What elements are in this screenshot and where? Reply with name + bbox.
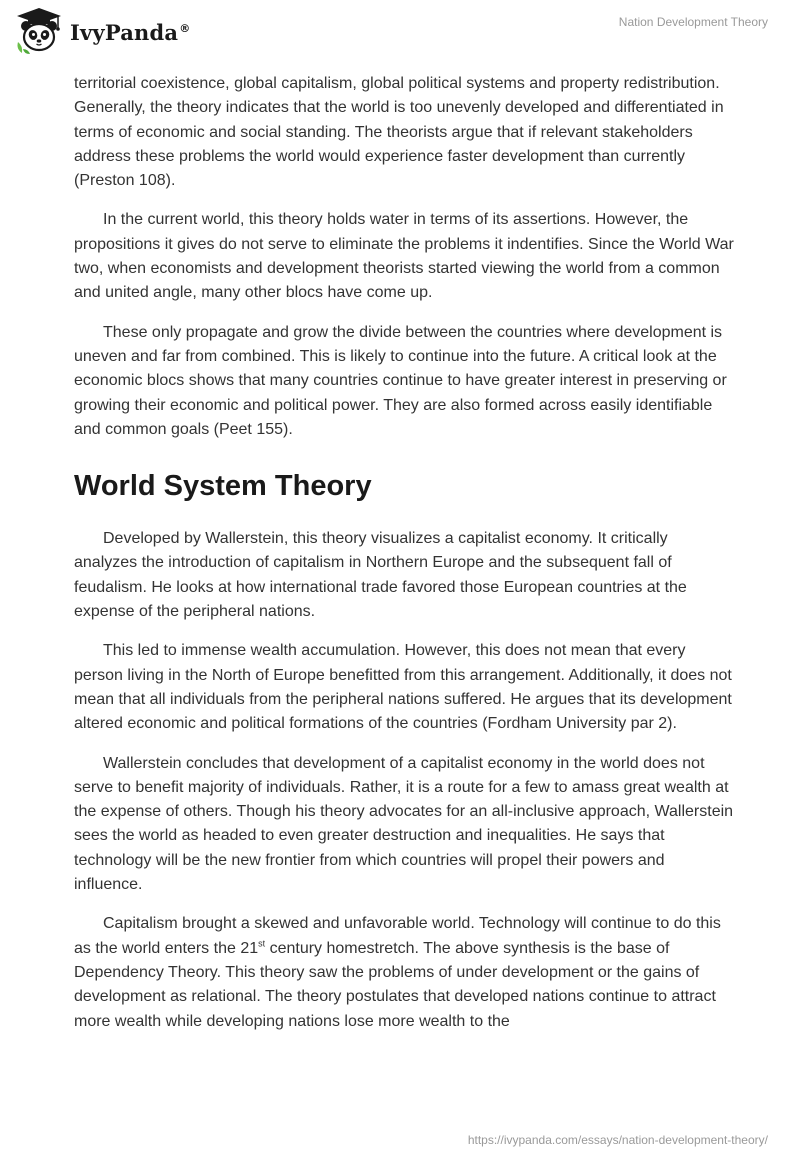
paragraph-4: Developed by Wallerstein, this theory visualizes a capitalist economy. It critically analyzes the introduction of capitalism in Northern Europe and the subsequent fall of feudalism. He looks at how international trade favored those European countries at the expense of the peripheral nations. — [74, 530, 687, 621]
paragraph-3: These only propagate and grow the divide between the countries where development is uneven and far from combined. This is likely to continue into the future. A critical look at the economic blocs shows that many countries continue to have greater interest in preserving or growing their economic and political power. They are also formed across easily identifiable and common goals (Peet 155). — [74, 323, 727, 438]
ivypanda-logo[interactable] — [14, 6, 190, 56]
page-header — [0, 0, 800, 70]
document-title: Nation Development Theory — [618, 15, 768, 29]
essay-body — [74, 72, 734, 1049]
brand-name: IvyPanda® — [70, 19, 191, 45]
paragraph-6: Wallerstein concludes that development of a capitalist economy in the world does not serve to benefit majority of individuals. Rather, it is a route for a few to amass great wealth at the expense of others. Though his theory advocates for an all-inclusive approach, Wallerstein sees the world as headed to even greater destruction and inequalities. He says that technology will be the new frontier from which countries will propel their powers and influence. — [74, 754, 734, 894]
paragraph-7 — [74, 912, 734, 1033]
paragraph-1: territorial coexistence, global capitalism, global political systems and property redistribution. Generally, the theory indicates that the world is too unevenly developed and differentiated in terms of economic and social standing. The theorists argue that if relevant stakeholders address these problems the world would experience faster development than currently (Preston 108). — [74, 75, 724, 190]
section-heading: World System Theory — [74, 470, 372, 503]
paragraph-5: This led to immense wealth accumulation. However, this does not mean that every person living in the North of Europe benefitted from this arrangement. Additionally, it does not mean that all individuals from the peripheral nations suffered. He argues that its development altered economic and political formations of the countries (Fordham University par 2). — [74, 642, 732, 733]
ordinal-suffix: st — [258, 938, 266, 949]
paragraph-7-part-2: century homestretch. The above synthesis is the base of Dependency Theory. This theory saw the problems of under development or the gains of development as relational. The theory postulates that developed nations continue to attract more wealth while developing nations lose more wealth to the — [74, 939, 716, 1030]
source-url[interactable]: https://ivypanda.com/essays/nation-development-theory/ — [467, 1133, 768, 1147]
registered-mark: ® — [179, 21, 191, 35]
panda-graduate-icon — [14, 6, 64, 56]
paragraph-2: In the current world, this theory holds water in terms of its assertions. However, the propositions it gives do not serve to eliminate the problems it indentifies. Since the World War two, when economists and development theorists started viewing the world from a common and united angle, many other blocs have come up. — [74, 211, 734, 302]
paragraph-7-part-1: Capitalism brought a skewed and unfavorable world. Technology will continue to do this as the world enters the 21 — [74, 915, 721, 957]
